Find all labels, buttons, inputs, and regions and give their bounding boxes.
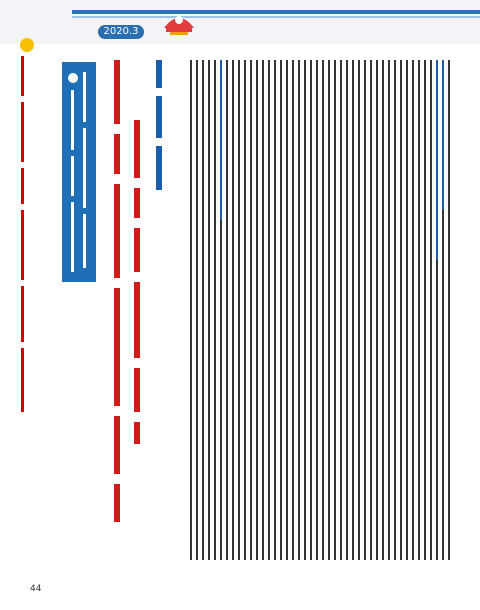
page-header — [0, 0, 480, 48]
issue-badge: 2020.3 — [98, 25, 144, 39]
side-caption — [18, 56, 36, 416]
body-text-columns — [190, 60, 460, 575]
headline-graphic — [110, 60, 200, 530]
page-number: 44 — [30, 584, 42, 594]
side-band-script-graphic — [64, 64, 94, 280]
header-bar — [0, 0, 480, 44]
magazine-logo-icon — [160, 6, 198, 38]
caption-script-graphic — [18, 56, 28, 416]
side-band-text — [64, 64, 94, 280]
bullet-icon — [20, 38, 34, 52]
header-stripe — [72, 10, 480, 14]
header-stripe-light — [72, 16, 480, 18]
